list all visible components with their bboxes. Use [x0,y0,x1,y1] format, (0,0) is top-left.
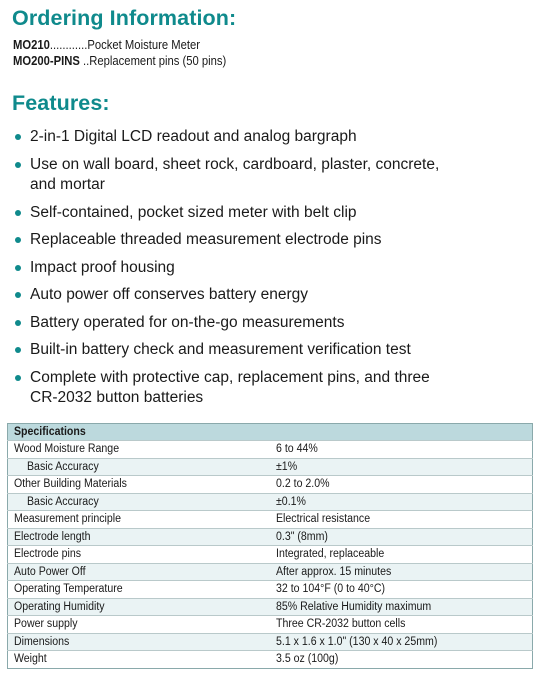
spec-value: 85% Relative Humidity maximum [270,598,533,616]
order-dots: ............ [49,38,88,52]
bullet-icon [15,292,21,298]
order-item-mo210 [13,38,200,53]
features-list [14,127,534,416]
specifications-table [7,423,533,669]
spec-value: 32 to 104°F (0 to 40°C) [270,581,533,599]
spec-value: 6 to 44% [270,441,533,459]
bullet-icon [15,320,21,326]
spec-label: Measurement principle [8,511,271,529]
table-row [8,563,533,581]
spec-value: 0.3" (8mm) [270,528,533,546]
bullet-icon [15,162,21,168]
bullet-icon [15,134,21,140]
feature-item [14,258,534,279]
spec-value: Three CR-2032 button cells [270,616,533,634]
bullet-icon [15,375,21,381]
table-row [8,581,533,599]
feature-item [14,127,534,148]
feature-text: Complete with protective cap, replacement pins, and three CR-2032 button batteries [30,368,430,406]
spec-label: Operating Temperature [8,581,271,599]
ordering-heading: Ordering Information: [12,6,237,30]
feature-item [14,230,534,251]
table-row [8,476,533,494]
order-description: Replacement pins (50 pins) [89,54,227,68]
feature-item [14,203,534,224]
bullet-icon [15,265,21,271]
table-row [8,598,533,616]
spec-label: Basic Accuracy [8,493,271,511]
spec-value: Integrated, replaceable [270,546,533,564]
feature-text: Self-contained, pocket sized meter with belt clip [30,203,357,221]
feature-item [14,155,450,196]
order-dots: .. [79,54,90,68]
spec-value: ±1% [270,458,533,476]
feature-text: Auto power off conserves battery energy [30,286,309,303]
feature-item [14,340,534,361]
feature-text: Built-in battery check and measurement verification test [30,341,411,358]
order-code: MO200-PINS [13,54,80,68]
table-row [8,651,533,669]
bullet-icon [15,210,21,216]
order-code: MO210 [13,38,50,52]
spec-label: Power supply [8,616,271,634]
table-row [8,493,533,511]
spec-label: Other Building Materials [8,476,271,494]
spec-label: Electrode length [8,528,271,546]
table-row [8,616,533,634]
bullet-icon [15,347,21,353]
order-description: Pocket Moisture Meter [87,38,200,52]
feature-text: 2-in-1 Digital LCD readout and analog bargraph [30,128,357,145]
table-row [8,633,533,651]
spec-label: Basic Accuracy [8,458,271,476]
spec-value: 3.5 oz (100g) [270,651,533,669]
feature-item [14,313,534,334]
spec-value: 5.1 x 1.6 x 1.0" (130 x 40 x 25mm) [270,633,533,651]
table-row [8,546,533,564]
bullet-icon [15,237,21,243]
feature-text: Impact proof housing [30,258,175,276]
spec-label: Electrode pins [8,546,271,564]
spec-label: Wood Moisture Range [8,441,271,459]
table-row [8,528,533,546]
spec-value: Electrical resistance [270,511,533,529]
feature-item [14,285,534,306]
spec-label: Auto Power Off [8,563,271,581]
spec-value: 0.2 to 2.0% [270,476,533,494]
feature-text: Battery operated for on-the-go measurements [30,313,345,331]
spec-value: After approx. 15 minutes [270,563,533,581]
table-row [8,511,533,529]
features-heading: Features: [12,91,110,115]
spec-label: Dimensions [8,633,271,651]
table-row [8,441,533,459]
spec-value: ±0.1% [270,493,533,511]
table-header-row [8,424,533,441]
specifications-title: Specifications [8,424,533,441]
feature-text: Use on wall board, sheet rock, cardboard, plaster, concrete, and mortar [30,155,440,193]
spec-label: Operating Humidity [8,598,271,616]
spec-label: Weight [8,651,271,669]
order-item-mo200-pins [13,54,226,69]
feature-text: Replaceable threaded measurement electrode pins [30,231,382,248]
feature-item [14,368,440,409]
table-row [8,458,533,476]
